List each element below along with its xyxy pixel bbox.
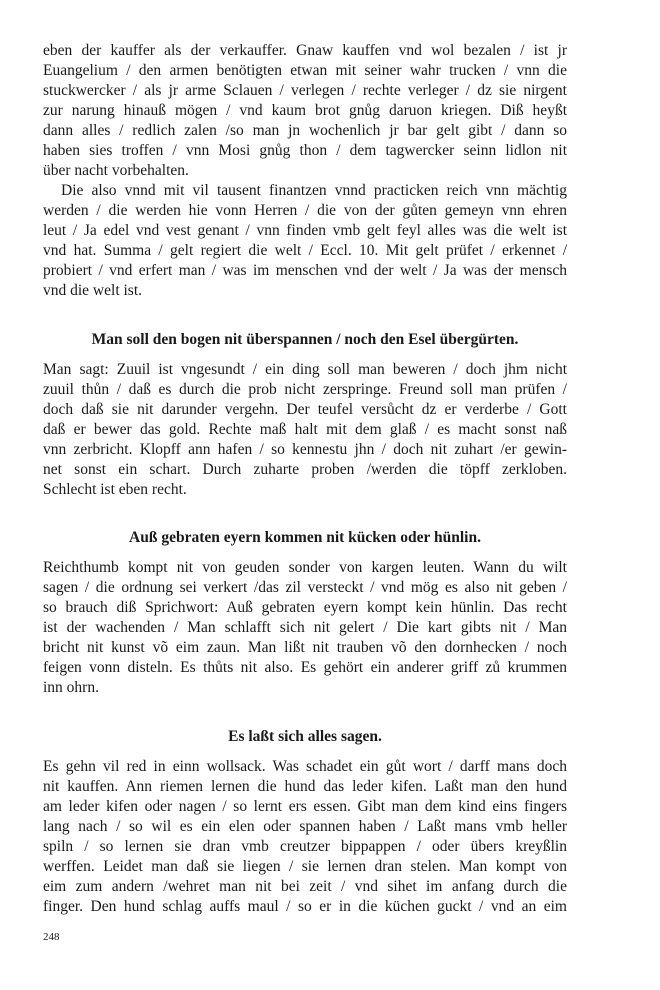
text-line: vnn zerbricht. Klopff ann hafen / so kennestu jhn / doch nit zuhart /er gewin- [43,441,567,458]
text-line: ist der wachenden / Man schlafft sich nit gelert / Die kart gibts nit / Man [43,619,567,636]
text-line: Euangelium / den armen benötigten etwan mit seiner wahr trucken / vnn die [43,62,567,79]
section-heading: Es laßt sich alles sagen. [228,728,382,745]
text-line: am leder kifen oder nagen / so lernt ers essen. Gibt man dem kind eins fingers [43,798,567,815]
text-line: werden / die werden hie vonn Herren / die von der gůten gemeyn vnn ehren [43,202,567,219]
section-body [43,360,567,500]
text-line: inn ohrn. [43,679,99,696]
text-line: eben der kauffer als der verkauffer. Gnaw kauffen vnd wol bezalen / ist jr [43,42,567,59]
section-heading: Man soll den bogen nit überspannen / noch den Esel übergürten. [91,331,519,348]
intro-paragraph-2 [43,181,567,301]
text-line: zur narung hinauß mögen / vnd kaum brot gnůg daruon kriegen. Diß heyßt [43,102,567,119]
text-line: werffen. Leidet man daß sie liegen / sie lernen dran stelen. Man kompt von [43,858,567,875]
section-body [43,558,567,698]
section-body [43,757,567,917]
text-line: net sonst ein schart. Durch zuharte proben /werden die töpff zerkloben. [43,461,567,478]
intro-paragraph-1 [43,41,567,181]
text-line: lang nach / so wil es ein elen oder spannen haben / Laßt mans vmb heller [43,818,567,835]
text-line: sagen / die ordnung sei verkert /das zil versteckt / vnd mög es also nit geben / [43,579,567,596]
text-line: probiert / vnd erfert man / was im menschen vnd der welt / Ja was der mensch [43,262,567,279]
text-line: vnd die welt ist. [43,282,143,299]
text-line: dann alles / redlich zalen /so man jn wochenlich jr bar gelt gibt / dann so [43,122,567,139]
page-number: 248 [43,931,60,943]
text-line: vnd hat. Summa / gelt regiert die welt / Eccl. 10. Mit gelt prüfet / erkennet / [43,242,567,259]
text-line: feigen vonn disteln. Es thůts nit also. Es gehört ein anderer griff zů krummen [43,659,567,676]
text-line: haben sies troffen / vnn Mosi gnůg thon / dem tagwercker seinn lidlon nit [43,142,567,159]
text-line: über nacht vorbehalten. [43,162,189,179]
text-line: Es gehn vil red in einn wollsack. Was schadet ein gůt wort / darff mans doch [43,758,567,775]
text-line: Reichthumb kompt nit von geuden sonder von kargen leuten. Wann du wilt [43,559,567,576]
text-line: eim zum andern /wehret man nit bei zeit / vnd sihet im anfang durch die [43,878,567,895]
text-line: daß er bewer das gold. Rechte maß halt mit dem glaß / es macht sonst naß [43,421,567,438]
section-heading: Auß gebraten eyern kommen nit kücken oder hünlin. [129,529,481,546]
text-line: so brauch diß Sprichwort: Auß gebraten eyern kompt kein hünlin. Das recht [43,599,567,616]
text-line: bricht nit kunst võ eim zaun. Man lißt nit trauben võ den dornhecken / noch [43,639,567,656]
text-line: doch daß sie nit darunder vergehn. Der teufel versůcht dz er verderbe / Gott [43,401,567,418]
text-line: Die also vnnd mit vil tausent finantzen vnnd practicken reich vnn mächtig [61,182,567,199]
text-line: spiln / so lernen sie dran vmb creutzer bippappen / oder übers kreyßlin [43,838,567,855]
text-line: finger. Den hund schlag auffs maul / so er in die küchen guckt / vnd an eim [43,898,567,915]
text-line: nit kauffen. Ann riemen lernen die hund das leder kifen. Laßt man den hund [43,778,567,795]
text-line: stuckwercker / als jr arme Sclauen / verlegen / rechte verleger / dz sie nirgent [43,82,567,99]
text-line: leut / Ja edel vnd vest genant / vnn finden vmb gelt feyl alles was die welt ist [43,222,567,239]
text-line: zuuil thůn / daß es durch die prob nicht zerspringe. Freund soll man prüfen / [43,381,567,398]
text-line: Schlecht ist eben recht. [43,481,187,498]
text-line: Man sagt: Zuuil ist vngesundt / ein ding soll man beweren / doch jhm nicht [43,361,567,378]
